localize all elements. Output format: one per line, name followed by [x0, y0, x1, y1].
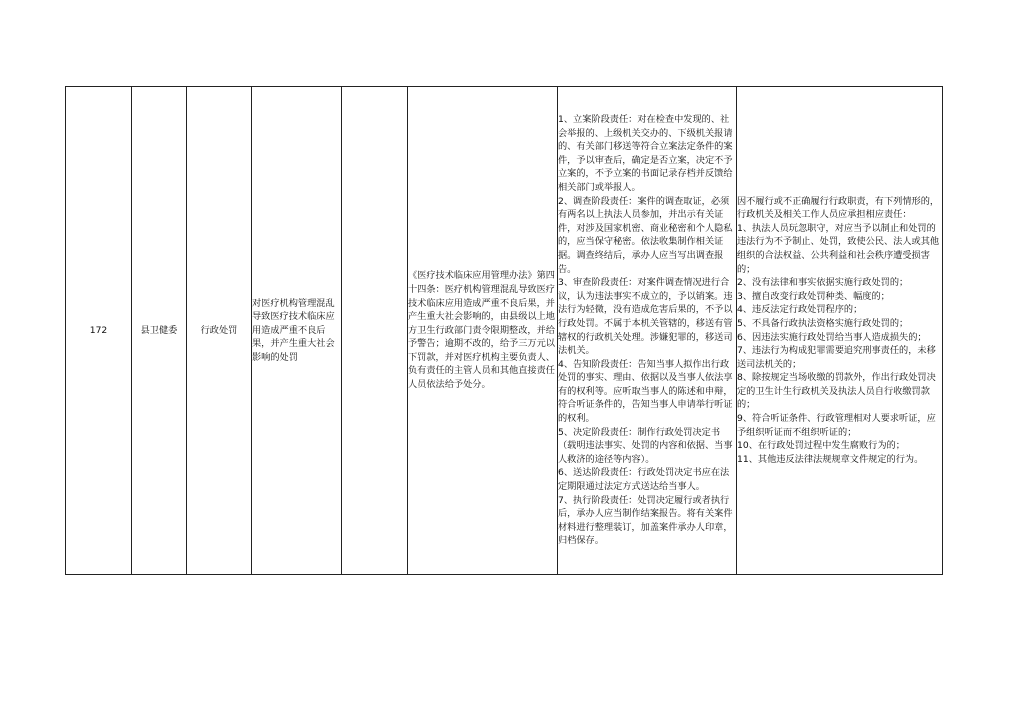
item-name-text: 对医疗机构管理混乱导致医疗技术临床应用造成严重不良后果，并产生重大社会影响的处罚 — [252, 297, 335, 363]
basis-cell — [408, 87, 558, 575]
step-item: 1、立案阶段责任：对在检查中发现的、社会举报的、上级机关交办的、下级机关报请的、有关部门移送等符合立案法定条件的案件，予以审查后，确定是否立案，决定不予立案的，不予立案的书面记录存档并反馈给相关部门或举报人。 — [558, 114, 733, 193]
step-item: 3、审查阶段责任：对案件调查情况进行合议，认为违法事实不成立的，予以销案。违法行为轻微，没有造成危害后果的，不予以行政处罚。不属于本机关管辖的，移送有管辖权的行政机关处理。涉嫌犯罪的，移送司法机关。 — [558, 277, 733, 357]
accountability-item: 1、执法人员玩忽职守，对应当予以制止和处罚的违法行为不予制止、处罚，致使公民、法人或其他组织的合法权益、公共利益和社会秩序遭受损害的； — [737, 222, 940, 275]
accountability-item: 6、因违法实施行政处罚给当事人造成损失的； — [737, 331, 927, 343]
accountability-item: 9、符合听证条件、行政管理相对人要求听证，应予组织听证而不组织听证的； — [737, 413, 936, 438]
accountability-item: 5、不具备行政执法资格实施行政处罚的； — [737, 317, 909, 329]
step-item: 7、执行阶段责任：处罚决定履行或者执行后，承办人应当制作结案报告。将有关案件材料进行整理装订，加盖案件承办人印章，归档保存。 — [558, 494, 733, 547]
basis-text: 《医疗技术临床应用管理办法》第四十四条：医疗机构管理混乱导致医疗技术临床应用造成严重不良后果，并产生重大社会影响的，由县级以上地方卫生行政部门责令限期整改，并给予警告；逾期不改的，给予三万元以下罚款，并对医疗机构主要负责人、负有责任的主管人员和其他直接责任人员依法给予处分。 — [408, 270, 555, 391]
table-row — [66, 87, 943, 575]
accountability-item: 3、擅自改变行政处罚种类、幅度的； — [737, 290, 890, 302]
step-item: 2、调查阶段责任：案件的调查取证，必须有两名以上执法人员参加，并出示有关证件，对涉及国家机密、商业秘密和个人隐私的，应当保守秘密。依法收集制作相关证据。调查终结后，承办人应当写出调查报告。 — [558, 195, 733, 275]
power-list-table — [65, 86, 943, 575]
step-item: 4、告知阶段责任：告知当事人拟作出行政处罚的事实、理由、依据以及当事人依法享有的权利等。应听取当事人的陈述和申辩，符合听证条件的，告知当事人申请举行听证的权利。 — [558, 358, 733, 425]
accountability-item: 10、在行政处罚过程中发生腐败行为的； — [737, 440, 905, 452]
category-cell: 行政处罚 — [187, 87, 252, 575]
accountability-item: 11、其他违反法律法规规章文件规定的行为。 — [737, 453, 924, 465]
accountability-item: 2、没有法律和事实依据实施行政处罚的； — [737, 277, 909, 289]
step-item: 6、送达阶段责任：行政处罚决定书应在法定期限通过法定方式送达给当事人。 — [558, 467, 730, 493]
step-item: 5、决定阶段责任：制作行政处罚决定书（载明违法事实、处罚的内容和依据、当事人救济的途径等内容）。 — [558, 426, 733, 465]
steps-cell — [558, 87, 737, 575]
accountability-item: 8、除按规定当场收缴的罚款外，作出行政处罚决定的卫生计生行政机关及执法人员自行收缴罚款的； — [737, 372, 936, 411]
item-name-cell — [252, 87, 342, 575]
accountability-cell — [737, 87, 943, 575]
accountability-item: 4、违反法定行政处罚程序的； — [737, 304, 863, 316]
accountability-intro: 因不履行或不正确履行行政职责，有下列情形的，行政机关及相关工作人员应承担相应责任： — [737, 195, 940, 221]
empty-cell — [342, 87, 408, 575]
row-number: 172 — [66, 87, 132, 575]
accountability-item: 7、违法行为构成犯罪需要追究刑事责任的，未移送司法机关的； — [737, 345, 936, 370]
department-cell: 县卫健委 — [132, 87, 187, 575]
